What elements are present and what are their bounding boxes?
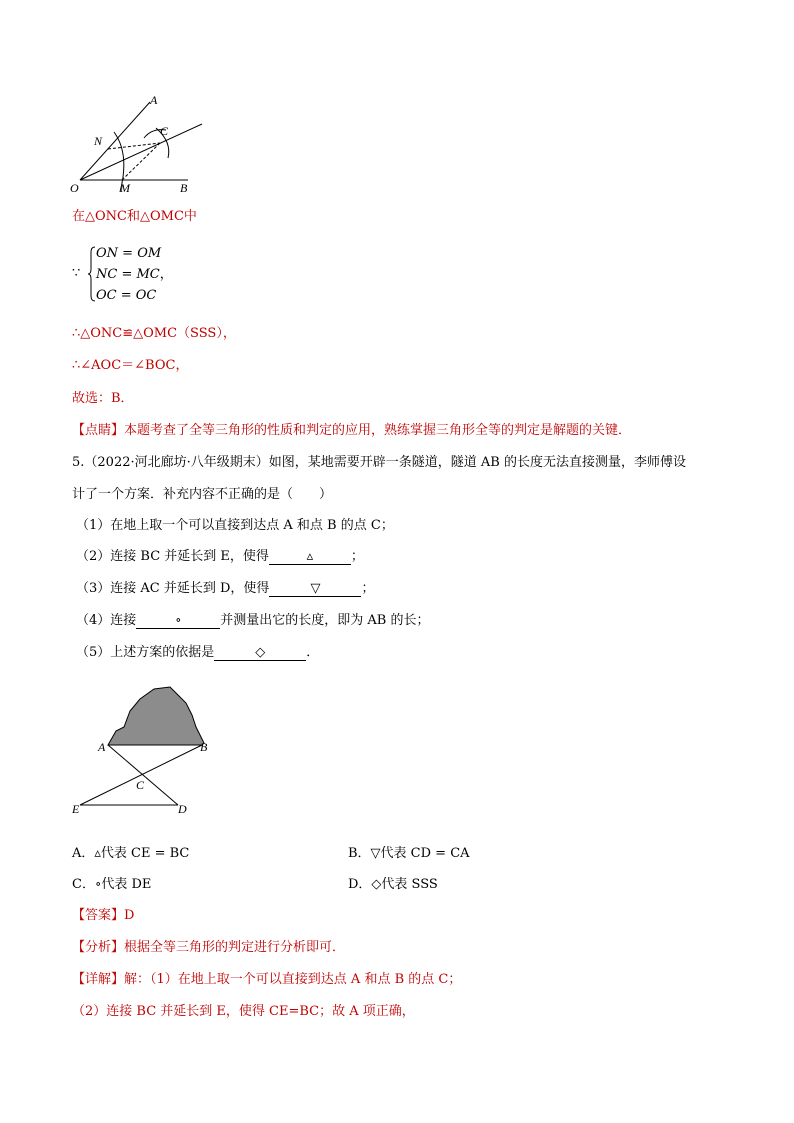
label-a: A [98, 740, 106, 754]
step-5-blank: ◇ [214, 646, 306, 661]
option-b: B．▽代表 CD = CA [348, 846, 470, 861]
detail-tag: 【详解】 [72, 972, 125, 987]
label-c: C [136, 778, 145, 792]
analysis-line [72, 940, 345, 956]
step-2-prefix: （2）连接 BC 并延长到 E，使得 [76, 549, 269, 564]
segment-ad [108, 745, 178, 805]
comment-text: 本题考查了全等三角形的性质和判定的应用，熟练掌握三角形全等的判定是解题的关键． [124, 423, 632, 438]
comment-tag: 【点睛】 [72, 423, 125, 438]
step-4-blank: ∘ [136, 614, 220, 629]
label-b: B [180, 181, 188, 195]
answer-tag: 【答案】 [72, 908, 125, 923]
equation-nc-mc-text: NC = MC [96, 267, 160, 282]
equation-comma: ， [159, 267, 173, 282]
step-5 [76, 645, 319, 661]
label-d: D [178, 802, 187, 816]
label-o: O [70, 181, 79, 195]
step-3-blank: ▽ [269, 582, 361, 597]
label-a: A [150, 93, 158, 107]
dashed-mc [122, 143, 160, 180]
answer-value: D [124, 908, 135, 923]
step-2 [76, 549, 364, 565]
therefore-congruent: ∴△ONC≌△OMC（SSS）， [72, 326, 236, 341]
label-b: B [200, 740, 208, 754]
step-2-suffix: ； [350, 549, 364, 564]
step-5-suffix: ． [306, 645, 320, 660]
detail-line1 [72, 972, 461, 988]
option-c: C．∘代表 DE [72, 877, 152, 892]
step-1: （1）在地上取一个可以直接到达点 A 和点 B 的点 C； [76, 518, 394, 533]
step-3-prefix: （3）连接 AC 并延长到 D，使得 [76, 581, 270, 596]
label-n: N [94, 134, 103, 148]
label-e: E [72, 802, 80, 816]
question-stem-line1: 5.（2022·河北廊坊·八年级期末）如图，某地需要开辟一条隧道，隧道 AB 的长度无法直接测量，李师傅设 [72, 455, 686, 470]
equation-on-om: ON = OM [96, 246, 162, 261]
step-4 [76, 613, 430, 629]
tunnel-figure [66, 683, 216, 818]
dashed-nc [108, 143, 160, 149]
equation-nc-mc [96, 267, 173, 283]
detail-line2: （2）连接 BC 并延长到 E，使得 CE=BC；故 A 项正确， [72, 1004, 415, 1019]
segment-be [80, 745, 202, 805]
equation-oc-oc: OC = OC [96, 288, 157, 303]
because-symbol: ∵ [72, 266, 81, 281]
answer-line [72, 908, 134, 924]
ray-oc [80, 124, 202, 180]
option-a: A．▵代表 CE = BC [72, 846, 190, 861]
solution-intro: 在△ONC和△OMC中 [72, 209, 197, 224]
step-3-suffix: ； [361, 581, 375, 596]
angle-bisector-figure [66, 92, 216, 202]
comment [72, 423, 631, 439]
ray-oa [80, 102, 150, 180]
analysis-text: 根据全等三角形的判定进行分析即可． [124, 940, 346, 955]
choose-answer: 故选：B． [72, 391, 134, 406]
therefore-angles: ∴∠AOC＝∠BOC， [72, 358, 189, 373]
step-4-prefix: （4）连接 [76, 613, 137, 628]
detail-text-1: 解：（1）在地上取一个可以直接到达点 A 和点 B 的点 C； [124, 972, 462, 987]
label-c: C [160, 124, 169, 138]
label-m: M [120, 181, 130, 195]
rock-shape [108, 687, 204, 745]
step-2-blank: ▵ [269, 550, 351, 565]
step-3 [76, 581, 374, 597]
question-stem-line2: 计了一个方案．补充内容不正确的是（ ） [72, 487, 333, 502]
step-4-suffix: 并测量出它的长度，即为 AB 的长； [220, 613, 430, 628]
step-5-prefix: （5）上述方案的依据是 [76, 645, 215, 660]
brace-icon [88, 246, 96, 302]
analysis-tag: 【分析】 [72, 940, 125, 955]
option-d: D．◇代表 SSS [348, 877, 438, 892]
